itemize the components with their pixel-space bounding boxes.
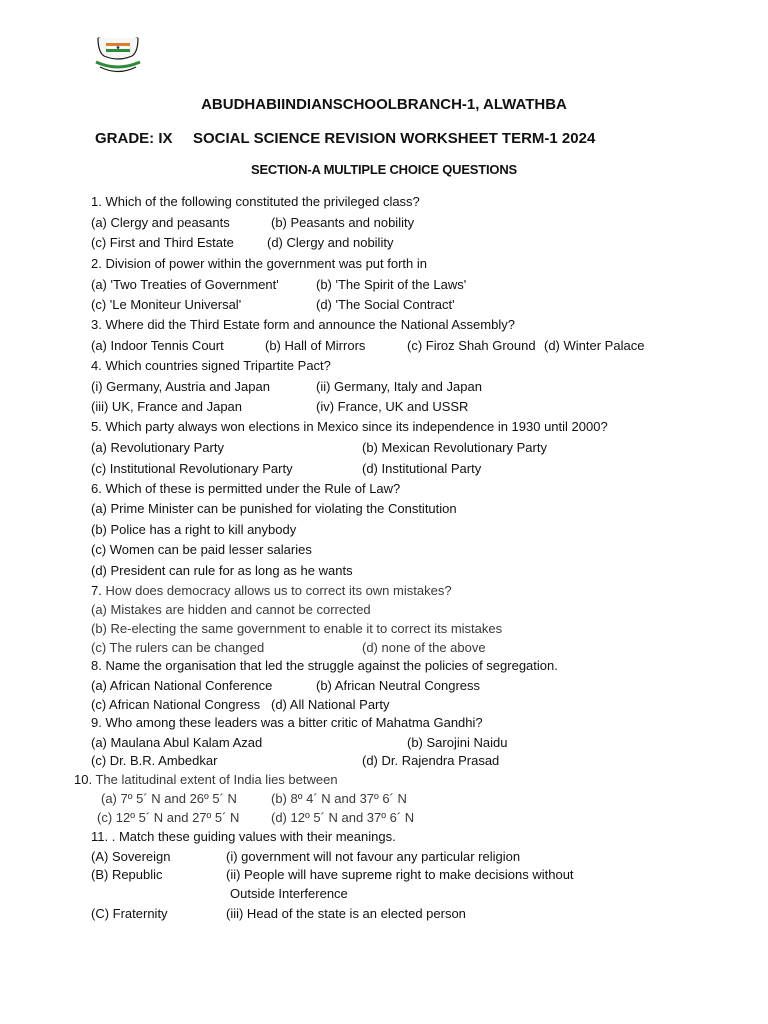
match-term: (B) Republic: [91, 867, 163, 882]
option: (d) 12º 5´ N and 37º 6´ N: [271, 810, 415, 825]
option: (d) Clergy and nobility: [267, 235, 394, 250]
question-2: 2. Division of power within the government was put forth in: [91, 256, 428, 271]
option: (c) Women can be paid lesser salaries: [91, 542, 312, 557]
question-4: 4. Which countries signed Tripartite Pact?: [91, 358, 331, 373]
school-name: ABUDHABIINDIANSCHOOLBRANCH-1, ALWATHBA: [201, 96, 567, 113]
option: (c) Firoz Shah Ground: [407, 338, 536, 353]
option: (a) Mistakes are hidden and cannot be corrected: [91, 602, 371, 617]
question-3: 3. Where did the Third Estate form and announce the National Assembly?: [91, 317, 515, 332]
match-term: (A) Sovereign: [91, 849, 171, 864]
option: (a) African National Conference: [91, 678, 273, 693]
question-11: 11. . Match these guiding values with their meanings.: [91, 829, 396, 844]
option: (c) First and Third Estate: [91, 235, 234, 250]
option: (a) Maulana Abul Kalam Azad: [91, 735, 263, 750]
option: (d) 'The Social Contract': [316, 297, 455, 312]
option: (b) Police has a right to kill anybody: [91, 522, 297, 537]
worksheet-title: SOCIAL SCIENCE REVISION WORKSHEET TERM-1 2024: [193, 130, 596, 147]
match-term: (C) Fraternity: [91, 906, 168, 921]
option: (d) Winter Palace: [544, 338, 645, 353]
option: (b) Mexican Revolutionary Party: [362, 440, 547, 455]
option: (c) Dr. B.R. Ambedkar: [91, 753, 218, 768]
option: (a) Clergy and peasants: [91, 215, 230, 230]
option: (b) African Neutral Congress: [316, 678, 481, 693]
option: (a) Revolutionary Party: [91, 440, 224, 455]
option: (ii) Germany, Italy and Japan: [316, 379, 482, 394]
option: (d) Dr. Rajendra Prasad: [362, 753, 500, 768]
option: (c) The rulers can be changed: [91, 640, 265, 655]
option: (i) Germany, Austria and Japan: [91, 379, 270, 394]
question-7: [91, 583, 452, 598]
option: (c) African National Congress: [91, 697, 261, 712]
option: (d) Institutional Party: [362, 461, 482, 476]
option: (a) Prime Minister can be punished for violating the Constitution: [91, 501, 457, 516]
option: (c) Institutional Revolutionary Party: [91, 461, 293, 476]
option: (iv) France, UK and USSR: [316, 399, 469, 414]
school-crest-icon: [92, 36, 144, 76]
match-meaning: (ii) People will have supreme right to make decisions without: [226, 867, 574, 882]
match-meaning: (i) government will not favour any particular religion: [226, 849, 521, 864]
match-meaning-continued: Outside Interference: [230, 886, 348, 901]
grade-label: GRADE: IX: [95, 130, 173, 147]
option: (iii) UK, France and Japan: [91, 399, 243, 414]
option: (b) 8º 4´ N and 37º 6´ N: [271, 791, 407, 806]
question-6: 6. Which of these is permitted under the Rule of Law?: [91, 481, 401, 496]
question-text: How does democracy allows us to correct its own mistakes?: [105, 583, 452, 598]
option: (a) 'Two Treaties of Government': [91, 277, 279, 292]
question-10: [74, 772, 338, 787]
question-text: The latitudinal extent of India lies between: [95, 772, 338, 787]
question-number: 7.: [91, 583, 102, 598]
match-meaning: (iii) Head of the state is an elected person: [226, 906, 466, 921]
option: (d) none of the above: [362, 640, 486, 655]
question-number: 10.: [74, 772, 93, 787]
option: (b) Hall of Mirrors: [265, 338, 366, 353]
option: (d) All National Party: [271, 697, 390, 712]
option: (b) Re-electing the same government to enable it to correct its mistakes: [91, 621, 503, 636]
option: (b) 'The Spirit of the Laws': [316, 277, 467, 292]
question-1: 1. Which of the following constituted the privileged class?: [91, 194, 420, 209]
section-title: SECTION-A MULTIPLE CHOICE QUESTIONS: [250, 162, 517, 177]
option: (c) 'Le Moniteur Universal': [91, 297, 242, 312]
question-9: 9. Who among these leaders was a bitter critic of Mahatma Gandhi?: [91, 715, 483, 730]
option: (b) Sarojini Naidu: [407, 735, 508, 750]
option: (d) President can rule for as long as he wants: [91, 563, 353, 578]
question-8: 8. Name the organisation that led the struggle against the policies of segregation.: [91, 658, 558, 673]
option: (c) 12º 5´ N and 27º 5´ N: [97, 810, 240, 825]
question-5: 5. Which party always won elections in Mexico since its independence in 1930 until 2000?: [91, 419, 608, 434]
option: (b) Peasants and nobility: [271, 215, 415, 230]
option: (a) 7º 5´ N and 26º 5´ N: [101, 791, 237, 806]
option: (a) Indoor Tennis Court: [91, 338, 224, 353]
